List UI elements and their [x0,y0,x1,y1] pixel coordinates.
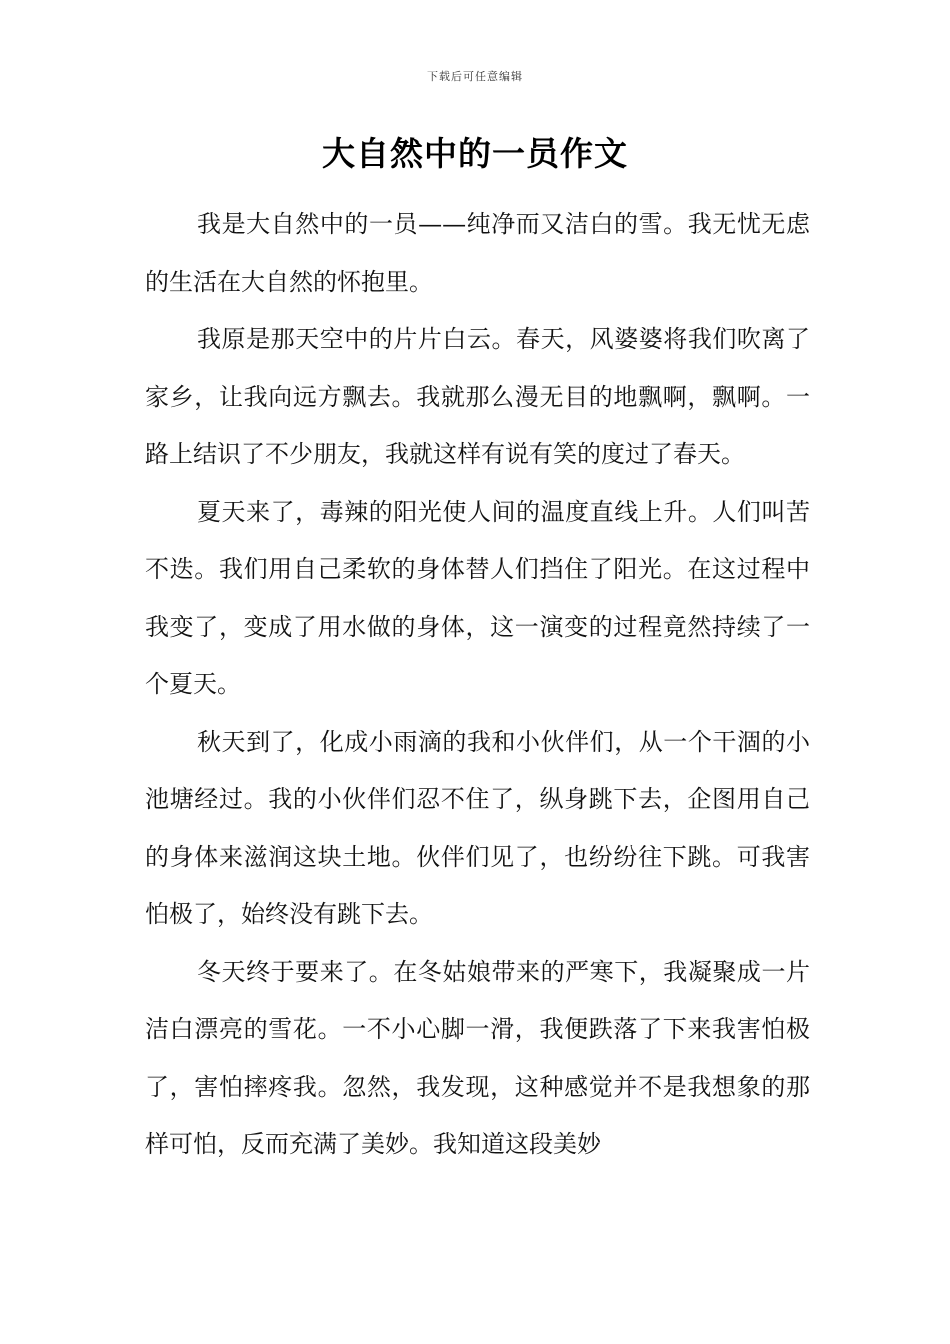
paragraph: 冬天终于要来了。在冬姑娘带来的严寒下，我凝聚成一片洁白漂亮的雪花。一不小心脚一滑，我便跌落了下来我害怕极了，害怕摔疼我。忽然，我发现，这种感觉并不是我想象的那样可怕，反而充满了美妙。我知道这段美妙 [145,957,810,1158]
paragraph: 秋天到了，化成小雨滴的我和小伙伴们，从一个干涸的小池塘经过。我的小伙伴们忍不住了，纵身跳下去，企图用自己的身体来滋润这块土地。伙伴们见了，也纷纷往下跳。可我害怕极了，始终没有跳下去。 [145,727,810,928]
paragraph: 夏天来了，毒辣的阳光使人间的温度直线上升。人们叫苦不迭。我们用自己柔软的身体替人们挡住了阳光。在这过程中我变了，变成了用水做的身体，这一演变的过程竟然持续了一个夏天。 [145,497,810,698]
document-title: 大自然中的一员作文 [322,134,628,173]
paragraph: 我是大自然中的一员——纯净而又洁白的雪。我无忧无虑的生活在大自然的怀抱里。 [145,210,810,296]
paragraph: 我原是那天空中的片片白云。春天，风婆婆将我们吹离了家乡，让我向远方飘去。我就那么漫无目的地飘啊，飘啊。一路上结识了不少朋友，我就这样有说有笑的度过了春天。 [145,325,810,468]
document-body [145,196,810,1174]
header-note: 下载后可任意编辑 [427,70,523,83]
